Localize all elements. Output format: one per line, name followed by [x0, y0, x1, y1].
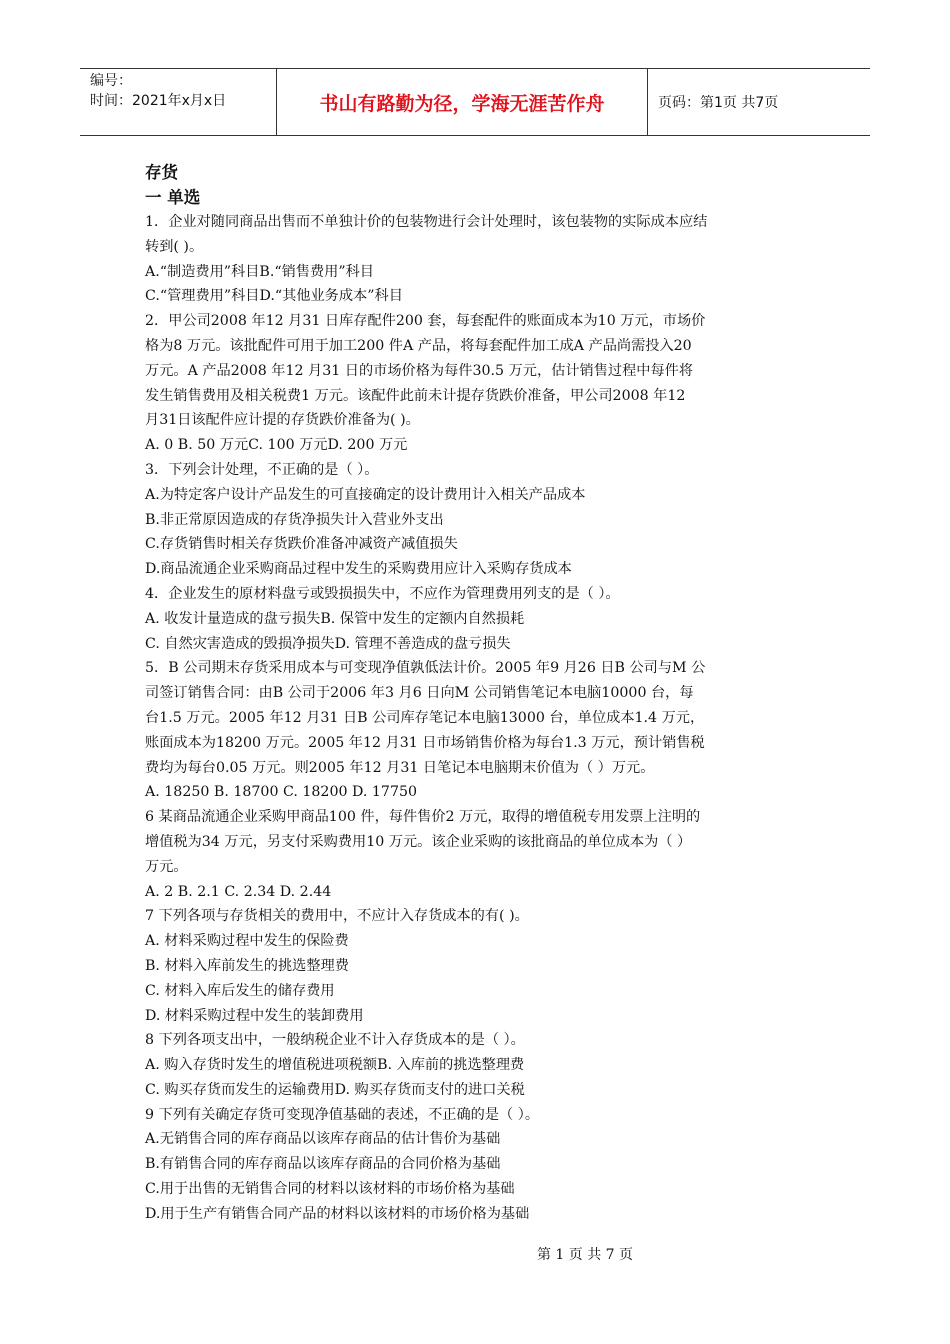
- section-heading: 一 单选: [145, 188, 201, 207]
- text-line: C.“管理费用”科目D.“其他业务成本”科目: [145, 288, 403, 305]
- text-line: D. 材料采购过程中发生的装卸费用: [145, 1007, 364, 1024]
- text-line: 账面成本为18200 万元。2005 年12 月31 日市场销售价格为每台1.3 万元，预计销售税: [145, 734, 705, 751]
- text-line: 5．B 公司期末存货采用成本与可变现净值孰低法计价。2005 年9 月26 日B 公司与M 公: [145, 660, 706, 677]
- text-line: 台1.5 万元。2005 年12 月31 日B 公司库存笔记本电脑13000 台，单位成本1.4 万元，: [145, 709, 705, 726]
- text-line: C. 购买存货而发生的运输费用D. 购买存货而支付的进口关税: [145, 1081, 525, 1098]
- text-line: D.用于生产有销售合同产品的材料以该材料的市场价格为基础: [145, 1205, 530, 1222]
- text-line: 9 下列有关确定存货可变现净值基础的表述，不正确的是（ ）。: [145, 1106, 540, 1123]
- text-line: 1．企业对随同商品出售而不单独计价的包装物进行会计处理时，该包装物的实际成本应结: [145, 214, 708, 230]
- document-body: [145, 160, 813, 1227]
- text-line: A.“制造费用”科目B.“销售费用”科目: [145, 263, 374, 280]
- text-line: A. 2 B. 2.1 C. 2.34 D. 2.44: [145, 883, 332, 900]
- text-line: B. 材料入库前发生的挑选整理费: [145, 957, 349, 974]
- text-line: A.为特定客户设计产品发生的可直接确定的设计费用计入相关产品成本: [145, 486, 586, 503]
- text-line: D.商品流通企业采购商品过程中发生的采购费用应计入采购存货成本: [145, 561, 572, 578]
- header-meta: [80, 69, 277, 135]
- doc-number-label: 编号：: [90, 73, 132, 89]
- text-line: A. 收发计量造成的盘亏损失B. 保管中发生的定额内自然损耗: [145, 610, 525, 627]
- text-line: 8 下列各项支出中，一般纳税企业不计入存货成本的是（ ）。: [145, 1032, 525, 1049]
- text-line: C. 材料入库后发生的储存费用: [145, 982, 335, 999]
- text-line: B.非正常原因造成的存货净损失计入营业外支出: [145, 511, 444, 528]
- text-line: 万元。A 产品2008 年12 月31 日的市场价格为每件30.5 万元，估计销售过程中每件将: [145, 362, 694, 379]
- text-line: 月31日该配件应计提的存货跌价准备为( )。: [145, 412, 420, 429]
- page-footer: 第 1 页 共 7 页: [536, 1247, 634, 1263]
- text-line: B.有销售合同的库存商品以该库存商品的合同价格为基础: [145, 1156, 501, 1173]
- header-page-info: 页码：第1页 共7页: [658, 95, 779, 111]
- text-line: A. 材料采购过程中发生的保险费: [145, 933, 349, 950]
- text-line: A.无销售合同的库存商品以该库存商品的估计售价为基础: [145, 1131, 501, 1148]
- text-line: C.用于出售的无销售合同的材料以该材料的市场价格为基础: [145, 1181, 515, 1198]
- doc-title: 存货: [145, 163, 178, 182]
- text-line: A. 0 B. 50 万元C. 100 万元D. 200 万元: [145, 437, 408, 454]
- text-line: A. 18250 B. 18700 C. 18200 D. 17750: [145, 784, 418, 801]
- text-line: 发生销售费用及相关税费1 万元。该配件此前未计提存货跌价准备，甲公司2008 年12: [145, 387, 686, 404]
- text-line: 2．甲公司2008 年12 月31 日库存配件200 套，每套配件的账面成本为10 万元，市场价: [145, 313, 706, 330]
- text-line: C.存货销售时相关存货跌价准备冲减资产减值损失: [145, 536, 458, 553]
- page-header: [80, 68, 870, 136]
- text-line: 万元。: [145, 858, 188, 875]
- text-line: 司签订销售合同：由B 公司于2006 年3 月6 日向M 公司销售笔记本电脑10000 台，每: [145, 685, 694, 702]
- doc-date-label: 时间：2021年x月x日: [90, 93, 227, 109]
- text-line: 格为8 万元。该批配件可用于加工200 件A 产品，将每套配件加工成A 产品尚需投入20: [145, 337, 692, 354]
- text-line: 3．下列会计处理，不正确的是（ ）。: [145, 461, 379, 478]
- text-line: 4．企业发生的原材料盘亏或毁损损失中，不应作为管理费用列支的是（ ）。: [145, 585, 620, 602]
- text-line: 7 下列各项与存货相关的费用中，不应计入存货成本的有( )。: [145, 908, 529, 925]
- header-motto: 书山有路勤为径，学海无涯苦作舟: [277, 69, 648, 135]
- text-line: 6 某商品流通企业采购甲商品100 件，每件售价2 万元，取得的增值税专用发票上注明的: [145, 809, 701, 826]
- text-line: 增值税为34 万元，另支付采购费用10 万元。该企业采购的该批商品的单位成本为（ ）: [145, 833, 692, 850]
- text-line: 费均为每台0.05 万元。则2005 年12 月31 日笔记本电脑期末价值为（ ）万元。: [145, 759, 655, 776]
- text-line: A. 购入存货时发生的增值税进项税额B. 入库前的挑选整理费: [145, 1057, 525, 1074]
- question-list: [145, 210, 813, 1227]
- text-line: C. 自然灾害造成的毁损净损失D. 管理不善造成的盘亏损失: [145, 635, 511, 652]
- text-line: 转到( )。: [145, 238, 204, 255]
